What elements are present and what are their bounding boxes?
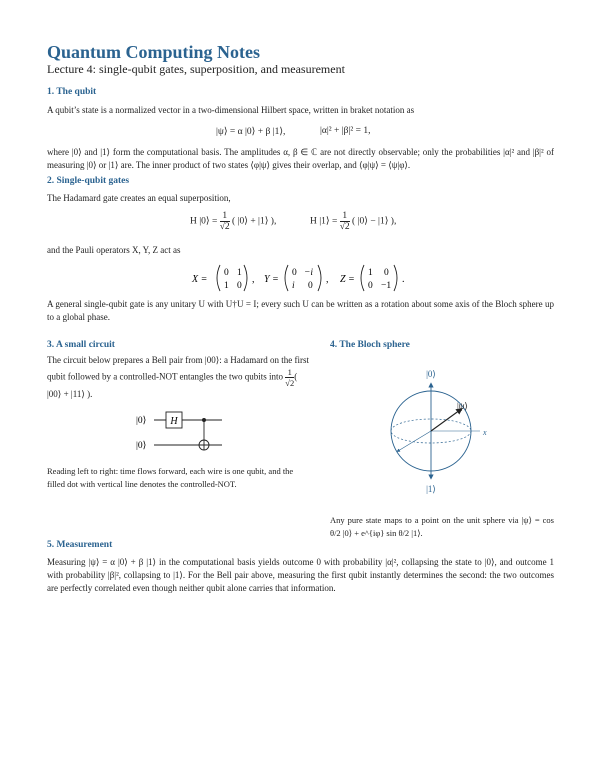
qubit-paragraph-1: A qubit’s state is a normalized vector in a two-dimensional Hilbert space, written in braket notation as xyxy=(47,105,415,115)
x-m10: 1 xyxy=(224,281,229,291)
y-m11: 0 xyxy=(308,281,313,291)
comma: , xyxy=(252,274,255,285)
right-paren xyxy=(244,265,247,291)
x-m11: 0 xyxy=(237,281,242,291)
bloch-state-label: |ψ⟩ xyxy=(457,401,468,411)
fraction-denominator: √2 xyxy=(219,222,230,232)
bell-state: ( |00⟩ + |11⟩ ). xyxy=(47,371,298,399)
left-paren xyxy=(285,265,288,291)
bloch-sphere-diagram xyxy=(380,365,490,497)
z-m00: 1 xyxy=(368,268,373,278)
fraction-numerator: 1 xyxy=(340,211,350,222)
left-paren xyxy=(361,265,364,291)
hadamard-zero-rhs: ( |0⟩ + |1⟩ ), xyxy=(232,216,277,227)
fraction-denominator: √2 xyxy=(285,378,295,388)
state-equation: |ψ⟩ = α |0⟩ + β |1⟩, xyxy=(216,127,286,137)
hadamard-one-equation xyxy=(310,211,396,232)
qubit-paragraph-2: where |0⟩ and |1⟩ form the computational basis. The amplitudes α, β ∈ ℂ are not directly observable; only the probabilities |α|² and |β|² of measuring |0⟩ or |1⟩ are. The inner product of two states ⟨φ|ψ⟩ gives their overlap, and ⟨φ|ψ⟩ = ⟨ψ|φ⟩. xyxy=(47,147,554,170)
wire-2-label: |0⟩ xyxy=(136,441,147,451)
inv-sqrt2-fraction xyxy=(285,367,294,388)
circuit-paragraph xyxy=(47,354,312,401)
bell-circuit-diagram xyxy=(130,405,230,455)
y-m00: 0 xyxy=(292,268,297,278)
section-heading-bloch: 4. The Bloch sphere xyxy=(330,340,410,350)
bloch-y-axis xyxy=(398,431,431,451)
bloch-state-vector xyxy=(431,410,460,431)
pauli-y-label: Y = xyxy=(264,274,279,285)
bloch-caption: Any pure state maps to a point on the unit sphere via |ψ⟩ = cos θ/2 |0⟩ + e^{iφ} sin θ/2 |1⟩. xyxy=(330,515,554,538)
hadamard-zero-equation xyxy=(190,211,276,232)
gates-paragraph-2: and the Pauli operators X, Y, Z act as xyxy=(47,245,181,255)
circuit-paragraph-text: The circuit below prepares a Bell pair from |00⟩: a Hadamard on the first qubit followed by a controlled-NOT entangles the two qubits into xyxy=(47,355,309,382)
pauli-z-label: Z = xyxy=(340,274,355,285)
y-m10: i xyxy=(292,281,295,291)
comma: , xyxy=(326,274,329,285)
inv-sqrt2-fraction xyxy=(220,211,230,232)
section-heading-gates: 2. Single-qubit gates xyxy=(47,176,130,186)
page-subtitle: Lecture 4: single-qubit gates, superposition, and measurement xyxy=(47,62,345,76)
hadamard-zero-lhs: H |0⟩ = xyxy=(190,216,218,227)
pauli-x-label: X = xyxy=(192,274,208,285)
hadamard-one-rhs: ( |0⟩ − |1⟩ ), xyxy=(352,216,397,227)
measurement-paragraph: Measuring |ψ⟩ = α |0⟩ + β |1⟩ in the computational basis yields outcome 0 with probability |α|², collapsing the state to |0⟩, and outcome 1 with probability |β|², collapsing to |1⟩. For the Bell pair above, measuring the first qubit instantly determines the second: the two outcomes are perfectly correlated even though neither qubit alone carries that information. xyxy=(47,557,554,593)
section-heading-circuit: 3. A small circuit xyxy=(47,340,115,350)
wire-1-label: |0⟩ xyxy=(136,416,147,426)
page-title: Quantum Computing Notes xyxy=(47,42,261,62)
gates-paragraph-3: A general single-qubit gate is any unitary U with U†U = I; every such U can be written as a rotation about some axis of the Bloch sphere up to a global phase. xyxy=(47,299,554,322)
fraction-denominator: √2 xyxy=(339,222,350,232)
z-m01: 0 xyxy=(384,268,389,278)
section-heading-measurement: 5. Measurement xyxy=(47,540,113,550)
section-heading-qubit: 1. The qubit xyxy=(47,87,97,97)
z-m11: −1 xyxy=(381,281,392,291)
bloch-top-label: |0⟩ xyxy=(426,369,436,379)
y-m01: −i xyxy=(304,268,314,278)
gates-paragraph-1: The Hadamard gate creates an equal superposition, xyxy=(47,193,231,203)
bloch-x-label: x xyxy=(483,428,487,437)
hadamard-one-lhs: H |1⟩ = xyxy=(310,216,338,227)
x-m01: 1 xyxy=(237,268,242,278)
right-paren xyxy=(318,265,321,291)
period: . xyxy=(402,274,405,285)
inv-sqrt2-fraction xyxy=(340,211,350,232)
right-paren xyxy=(394,265,397,291)
z-m10: 0 xyxy=(368,281,373,291)
x-m00: 0 xyxy=(224,268,229,278)
fraction-numerator: 1 xyxy=(285,367,294,378)
fraction-numerator: 1 xyxy=(220,211,230,222)
normalization-equation: |α|² + |β|² = 1, xyxy=(320,126,371,136)
circuit-caption: Reading left to right: time flows forward, each wire is one qubit, and the filled dot with vertical line denotes the controlled-NOT. xyxy=(47,466,294,489)
pauli-matrices xyxy=(180,260,430,296)
left-paren xyxy=(217,265,220,291)
bloch-bottom-label: |1⟩ xyxy=(426,484,436,494)
hadamard-gate-label: H xyxy=(170,416,178,427)
